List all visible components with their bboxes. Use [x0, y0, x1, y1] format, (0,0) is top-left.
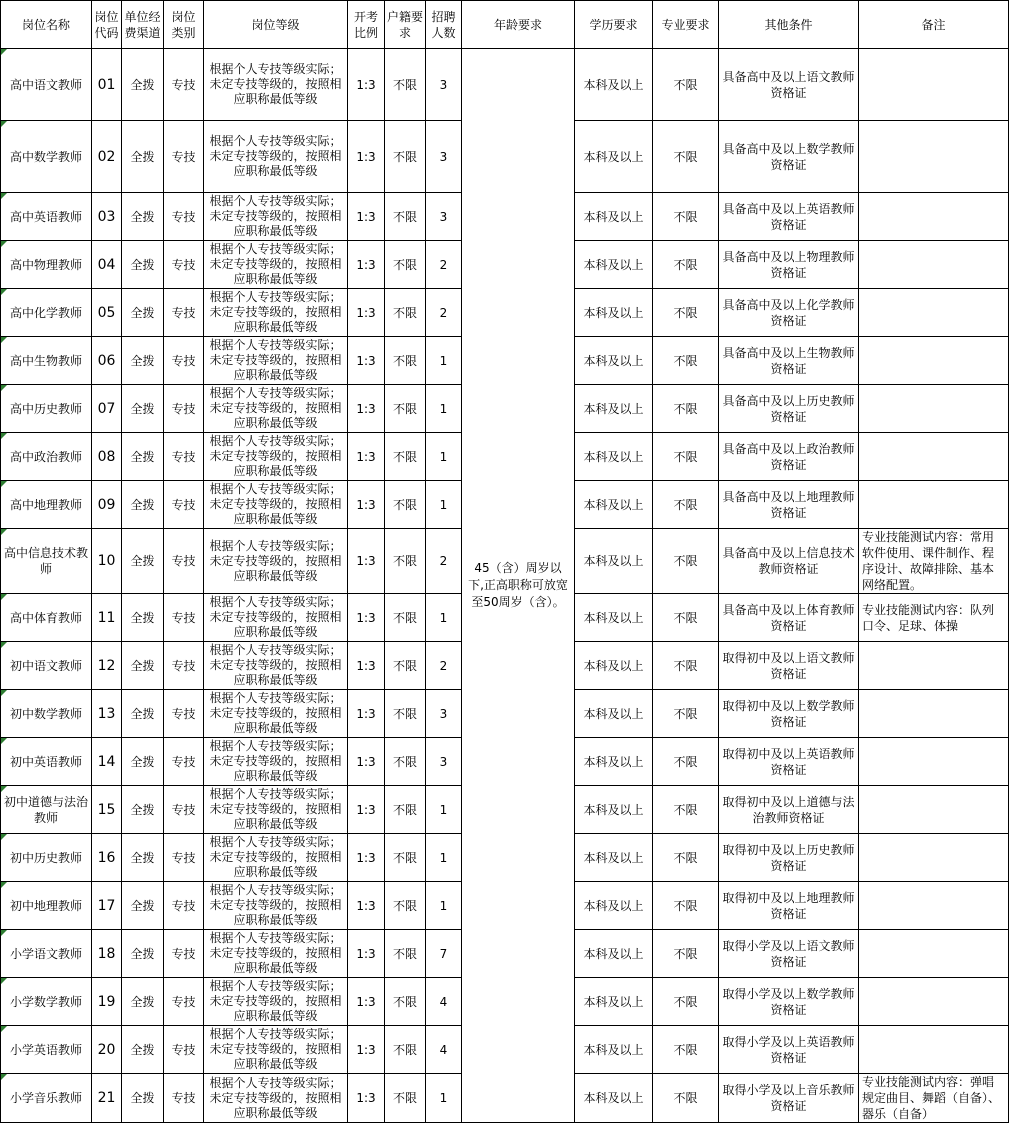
category-cell: 专技 — [164, 786, 204, 834]
remark-cell — [859, 289, 1009, 337]
major-cell: 不限 — [653, 1026, 719, 1074]
ratio-cell: 1:3 — [348, 834, 385, 882]
grade-cell: 根据个人专技等级实际；未定专技等级的，按照相应职称最低等级 — [204, 642, 348, 690]
hukou-cell: 不限 — [385, 1074, 426, 1123]
position-code: 17 — [92, 882, 122, 930]
other-cell: 具备高中及以上英语教师资格证 — [719, 193, 859, 241]
other-cell: 取得初中及以上语文教师资格证 — [719, 642, 859, 690]
major-cell: 不限 — [653, 433, 719, 481]
remark-cell — [859, 930, 1009, 978]
position-code: 04 — [92, 241, 122, 289]
other-cell: 具备高中及以上物理教师资格证 — [719, 241, 859, 289]
position-name: 小学语文教师 — [1, 930, 92, 978]
position-code: 19 — [92, 978, 122, 1026]
count-cell: 1 — [426, 433, 462, 481]
position-name: 高中体育教师 — [1, 594, 92, 642]
category-cell: 专技 — [164, 642, 204, 690]
remark-cell: 专业技能测试内容：常用软件使用、课件制作、程序设计、故障排除、基本网络配置。 — [859, 529, 1009, 594]
ratio-cell: 1:3 — [348, 433, 385, 481]
position-code: 10 — [92, 529, 122, 594]
ratio-cell: 1:3 — [348, 690, 385, 738]
funding-cell: 全拨 — [122, 49, 164, 121]
header-remark: 备注 — [859, 1, 1009, 49]
major-cell: 不限 — [653, 834, 719, 882]
header-grade: 岗位等级 — [204, 1, 348, 49]
position-code: 06 — [92, 337, 122, 385]
header-major: 专业要求 — [653, 1, 719, 49]
header-other: 其他条件 — [719, 1, 859, 49]
age-cell: 45（含）周岁以下,正高职称可放宽至50周岁（含）。 — [462, 49, 575, 1123]
funding-cell: 全拨 — [122, 930, 164, 978]
other-cell: 具备高中及以上语文教师资格证 — [719, 49, 859, 121]
education-cell: 本科及以上 — [575, 385, 653, 433]
funding-cell: 全拨 — [122, 978, 164, 1026]
header-name: 岗位名称 — [1, 1, 92, 49]
count-cell: 2 — [426, 529, 462, 594]
hukou-cell: 不限 — [385, 529, 426, 594]
remark-cell — [859, 834, 1009, 882]
major-cell: 不限 — [653, 882, 719, 930]
position-code: 20 — [92, 1026, 122, 1074]
other-cell: 具备高中及以上体育教师资格证 — [719, 594, 859, 642]
category-cell: 专技 — [164, 1074, 204, 1123]
remark-cell: 专业技能测试内容：队列口令、足球、体操 — [859, 594, 1009, 642]
position-name: 高中物理教师 — [1, 241, 92, 289]
position-name: 初中历史教师 — [1, 834, 92, 882]
position-name: 高中地理教师 — [1, 481, 92, 529]
count-cell: 3 — [426, 738, 462, 786]
remark-cell — [859, 385, 1009, 433]
count-cell: 2 — [426, 241, 462, 289]
category-cell: 专技 — [164, 193, 204, 241]
position-code: 21 — [92, 1074, 122, 1123]
remark-cell — [859, 978, 1009, 1026]
education-cell: 本科及以上 — [575, 241, 653, 289]
count-cell: 3 — [426, 690, 462, 738]
education-cell: 本科及以上 — [575, 337, 653, 385]
header-hukou: 户籍要求 — [385, 1, 426, 49]
header-age: 年龄要求 — [462, 1, 575, 49]
grade-cell: 根据个人专技等级实际；未定专技等级的，按照相应职称最低等级 — [204, 337, 348, 385]
major-cell: 不限 — [653, 978, 719, 1026]
ratio-cell: 1:3 — [348, 385, 385, 433]
grade-cell: 根据个人专技等级实际；未定专技等级的，按照相应职称最低等级 — [204, 241, 348, 289]
grade-cell: 根据个人专技等级实际；未定专技等级的，按照相应职称最低等级 — [204, 690, 348, 738]
education-cell: 本科及以上 — [575, 642, 653, 690]
education-cell: 本科及以上 — [575, 289, 653, 337]
hukou-cell: 不限 — [385, 834, 426, 882]
major-cell: 不限 — [653, 385, 719, 433]
position-name: 高中语文教师 — [1, 49, 92, 121]
ratio-cell: 1:3 — [348, 594, 385, 642]
grade-cell: 根据个人专技等级实际；未定专技等级的，按照相应职称最低等级 — [204, 481, 348, 529]
grade-cell: 根据个人专技等级实际；未定专技等级的，按照相应职称最低等级 — [204, 930, 348, 978]
category-cell: 专技 — [164, 738, 204, 786]
category-cell: 专技 — [164, 594, 204, 642]
count-cell: 1 — [426, 834, 462, 882]
major-cell: 不限 — [653, 529, 719, 594]
remark-cell — [859, 1026, 1009, 1074]
position-code: 14 — [92, 738, 122, 786]
hukou-cell: 不限 — [385, 289, 426, 337]
education-cell: 本科及以上 — [575, 121, 653, 193]
position-code: 05 — [92, 289, 122, 337]
ratio-cell: 1:3 — [348, 193, 385, 241]
remark-cell — [859, 642, 1009, 690]
category-cell: 专技 — [164, 690, 204, 738]
category-cell: 专技 — [164, 337, 204, 385]
education-cell: 本科及以上 — [575, 529, 653, 594]
remark-cell — [859, 882, 1009, 930]
major-cell: 不限 — [653, 594, 719, 642]
education-cell: 本科及以上 — [575, 882, 653, 930]
other-cell: 具备高中及以上数学教师资格证 — [719, 121, 859, 193]
funding-cell: 全拨 — [122, 121, 164, 193]
position-code: 07 — [92, 385, 122, 433]
remark-cell — [859, 690, 1009, 738]
other-cell: 取得初中及以上历史教师资格证 — [719, 834, 859, 882]
category-cell: 专技 — [164, 978, 204, 1026]
grade-cell: 根据个人专技等级实际；未定专技等级的，按照相应职称最低等级 — [204, 385, 348, 433]
header-code: 岗位代码 — [92, 1, 122, 49]
position-name: 初中道德与法治教师 — [1, 786, 92, 834]
major-cell: 不限 — [653, 1074, 719, 1123]
funding-cell: 全拨 — [122, 385, 164, 433]
category-cell: 专技 — [164, 529, 204, 594]
hukou-cell: 不限 — [385, 481, 426, 529]
ratio-cell: 1:3 — [348, 786, 385, 834]
position-code: 13 — [92, 690, 122, 738]
header-funding: 单位经费渠道 — [122, 1, 164, 49]
count-cell: 1 — [426, 1074, 462, 1123]
hukou-cell: 不限 — [385, 690, 426, 738]
major-cell: 不限 — [653, 337, 719, 385]
category-cell: 专技 — [164, 481, 204, 529]
remark-cell — [859, 121, 1009, 193]
count-cell: 1 — [426, 594, 462, 642]
hukou-cell: 不限 — [385, 121, 426, 193]
education-cell: 本科及以上 — [575, 978, 653, 1026]
major-cell: 不限 — [653, 930, 719, 978]
position-code: 03 — [92, 193, 122, 241]
education-cell: 本科及以上 — [575, 1026, 653, 1074]
grade-cell: 根据个人专技等级实际；未定专技等级的，按照相应职称最低等级 — [204, 49, 348, 121]
major-cell: 不限 — [653, 289, 719, 337]
major-cell: 不限 — [653, 121, 719, 193]
position-name: 初中英语教师 — [1, 738, 92, 786]
funding-cell: 全拨 — [122, 882, 164, 930]
count-cell: 1 — [426, 786, 462, 834]
grade-cell: 根据个人专技等级实际；未定专技等级的，按照相应职称最低等级 — [204, 594, 348, 642]
other-cell: 具备高中及以上政治教师资格证 — [719, 433, 859, 481]
ratio-cell: 1:3 — [348, 337, 385, 385]
position-name: 小学数学教师 — [1, 978, 92, 1026]
grade-cell: 根据个人专技等级实际；未定专技等级的，按照相应职称最低等级 — [204, 193, 348, 241]
hukou-cell: 不限 — [385, 1026, 426, 1074]
other-cell: 取得小学及以上语文教师资格证 — [719, 930, 859, 978]
major-cell: 不限 — [653, 193, 719, 241]
funding-cell: 全拨 — [122, 690, 164, 738]
ratio-cell: 1:3 — [348, 529, 385, 594]
grade-cell: 根据个人专技等级实际；未定专技等级的，按照相应职称最低等级 — [204, 529, 348, 594]
count-cell: 1 — [426, 385, 462, 433]
ratio-cell: 1:3 — [348, 121, 385, 193]
funding-cell: 全拨 — [122, 642, 164, 690]
major-cell: 不限 — [653, 481, 719, 529]
position-name: 高中化学教师 — [1, 289, 92, 337]
education-cell: 本科及以上 — [575, 834, 653, 882]
remark-cell — [859, 481, 1009, 529]
funding-cell: 全拨 — [122, 337, 164, 385]
education-cell: 本科及以上 — [575, 690, 653, 738]
position-name: 高中信息技术教师 — [1, 529, 92, 594]
position-name: 高中英语教师 — [1, 193, 92, 241]
table-row — [1, 49, 1009, 121]
hukou-cell: 不限 — [385, 786, 426, 834]
grade-cell: 根据个人专技等级实际；未定专技等级的，按照相应职称最低等级 — [204, 1074, 348, 1123]
other-cell: 具备高中及以上历史教师资格证 — [719, 385, 859, 433]
other-cell: 具备高中及以上化学教师资格证 — [719, 289, 859, 337]
funding-cell: 全拨 — [122, 433, 164, 481]
header-row — [1, 1, 1009, 49]
count-cell: 1 — [426, 337, 462, 385]
funding-cell: 全拨 — [122, 1026, 164, 1074]
grade-cell: 根据个人专技等级实际；未定专技等级的，按照相应职称最低等级 — [204, 738, 348, 786]
position-name: 小学英语教师 — [1, 1026, 92, 1074]
remark-cell — [859, 738, 1009, 786]
ratio-cell: 1:3 — [348, 882, 385, 930]
major-cell: 不限 — [653, 738, 719, 786]
funding-cell: 全拨 — [122, 1074, 164, 1123]
hukou-cell: 不限 — [385, 594, 426, 642]
position-code: 12 — [92, 642, 122, 690]
ratio-cell: 1:3 — [348, 1074, 385, 1123]
hukou-cell: 不限 — [385, 433, 426, 481]
position-code: 15 — [92, 786, 122, 834]
remark-cell — [859, 786, 1009, 834]
education-cell: 本科及以上 — [575, 594, 653, 642]
category-cell: 专技 — [164, 834, 204, 882]
category-cell: 专技 — [164, 1026, 204, 1074]
hukou-cell: 不限 — [385, 241, 426, 289]
count-cell: 3 — [426, 49, 462, 121]
ratio-cell: 1:3 — [348, 642, 385, 690]
remark-cell: 专业技能测试内容：弹唱规定曲目、舞蹈（自备）、器乐（自备） — [859, 1074, 1009, 1123]
other-cell: 取得初中及以上地理教师资格证 — [719, 882, 859, 930]
header-category: 岗位类别 — [164, 1, 204, 49]
count-cell: 2 — [426, 642, 462, 690]
position-code: 09 — [92, 481, 122, 529]
other-cell: 具备高中及以上生物教师资格证 — [719, 337, 859, 385]
position-name: 初中数学教师 — [1, 690, 92, 738]
other-cell: 取得小学及以上数学教师资格证 — [719, 978, 859, 1026]
ratio-cell: 1:3 — [348, 481, 385, 529]
hukou-cell: 不限 — [385, 193, 426, 241]
position-code: 08 — [92, 433, 122, 481]
ratio-cell: 1:3 — [348, 49, 385, 121]
major-cell: 不限 — [653, 241, 719, 289]
position-name: 初中地理教师 — [1, 882, 92, 930]
hukou-cell: 不限 — [385, 337, 426, 385]
remark-cell — [859, 241, 1009, 289]
position-name: 小学音乐教师 — [1, 1074, 92, 1123]
header-ratio: 开考比例 — [348, 1, 385, 49]
funding-cell: 全拨 — [122, 529, 164, 594]
grade-cell: 根据个人专技等级实际；未定专技等级的，按照相应职称最低等级 — [204, 121, 348, 193]
major-cell: 不限 — [653, 642, 719, 690]
position-name: 高中历史教师 — [1, 385, 92, 433]
other-cell: 具备高中及以上地理教师资格证 — [719, 481, 859, 529]
major-cell: 不限 — [653, 690, 719, 738]
funding-cell: 全拨 — [122, 786, 164, 834]
education-cell: 本科及以上 — [575, 1074, 653, 1123]
other-cell: 取得小学及以上音乐教师资格证 — [719, 1074, 859, 1123]
other-cell: 取得初中及以上数学教师资格证 — [719, 690, 859, 738]
position-code: 02 — [92, 121, 122, 193]
other-cell: 取得初中及以上道德与法治教师资格证 — [719, 786, 859, 834]
position-name: 高中政治教师 — [1, 433, 92, 481]
count-cell: 7 — [426, 930, 462, 978]
hukou-cell: 不限 — [385, 882, 426, 930]
grade-cell: 根据个人专技等级实际；未定专技等级的，按照相应职称最低等级 — [204, 978, 348, 1026]
remark-cell — [859, 337, 1009, 385]
ratio-cell: 1:3 — [348, 241, 385, 289]
grade-cell: 根据个人专技等级实际；未定专技等级的，按照相应职称最低等级 — [204, 1026, 348, 1074]
major-cell: 不限 — [653, 49, 719, 121]
position-name: 初中语文教师 — [1, 642, 92, 690]
category-cell: 专技 — [164, 385, 204, 433]
education-cell: 本科及以上 — [575, 786, 653, 834]
other-cell: 取得初中及以上英语教师资格证 — [719, 738, 859, 786]
position-code: 18 — [92, 930, 122, 978]
remark-cell — [859, 49, 1009, 121]
funding-cell: 全拨 — [122, 594, 164, 642]
grade-cell: 根据个人专技等级实际；未定专技等级的，按照相应职称最低等级 — [204, 834, 348, 882]
hukou-cell: 不限 — [385, 642, 426, 690]
header-education: 学历要求 — [575, 1, 653, 49]
position-code: 16 — [92, 834, 122, 882]
hukou-cell: 不限 — [385, 49, 426, 121]
grade-cell: 根据个人专技等级实际；未定专技等级的，按照相应职称最低等级 — [204, 882, 348, 930]
education-cell: 本科及以上 — [575, 193, 653, 241]
position-code: 11 — [92, 594, 122, 642]
funding-cell: 全拨 — [122, 193, 164, 241]
major-cell: 不限 — [653, 786, 719, 834]
other-cell: 具备高中及以上信息技术教师资格证 — [719, 529, 859, 594]
position-name: 高中数学教师 — [1, 121, 92, 193]
education-cell: 本科及以上 — [575, 738, 653, 786]
ratio-cell: 1:3 — [348, 930, 385, 978]
ratio-cell: 1:3 — [348, 978, 385, 1026]
education-cell: 本科及以上 — [575, 930, 653, 978]
hukou-cell: 不限 — [385, 385, 426, 433]
category-cell: 专技 — [164, 930, 204, 978]
count-cell: 2 — [426, 289, 462, 337]
funding-cell: 全拨 — [122, 481, 164, 529]
category-cell: 专技 — [164, 49, 204, 121]
count-cell: 1 — [426, 882, 462, 930]
education-cell: 本科及以上 — [575, 481, 653, 529]
count-cell: 4 — [426, 1026, 462, 1074]
count-cell: 4 — [426, 978, 462, 1026]
funding-cell: 全拨 — [122, 834, 164, 882]
category-cell: 专技 — [164, 882, 204, 930]
grade-cell: 根据个人专技等级实际；未定专技等级的，按照相应职称最低等级 — [204, 433, 348, 481]
other-cell: 取得小学及以上英语教师资格证 — [719, 1026, 859, 1074]
ratio-cell: 1:3 — [348, 738, 385, 786]
funding-cell: 全拨 — [122, 289, 164, 337]
category-cell: 专技 — [164, 121, 204, 193]
header-count: 招聘人数 — [426, 1, 462, 49]
funding-cell: 全拨 — [122, 241, 164, 289]
count-cell: 1 — [426, 481, 462, 529]
position-name: 高中生物教师 — [1, 337, 92, 385]
remark-cell — [859, 193, 1009, 241]
category-cell: 专技 — [164, 433, 204, 481]
hukou-cell: 不限 — [385, 738, 426, 786]
category-cell: 专技 — [164, 241, 204, 289]
ratio-cell: 1:3 — [348, 1026, 385, 1074]
funding-cell: 全拨 — [122, 738, 164, 786]
grade-cell: 根据个人专技等级实际；未定专技等级的，按照相应职称最低等级 — [204, 786, 348, 834]
education-cell: 本科及以上 — [575, 49, 653, 121]
ratio-cell: 1:3 — [348, 289, 385, 337]
category-cell: 专技 — [164, 289, 204, 337]
hukou-cell: 不限 — [385, 930, 426, 978]
count-cell: 3 — [426, 193, 462, 241]
count-cell: 3 — [426, 121, 462, 193]
education-cell: 本科及以上 — [575, 433, 653, 481]
remark-cell — [859, 433, 1009, 481]
grade-cell: 根据个人专技等级实际；未定专技等级的，按照相应职称最低等级 — [204, 289, 348, 337]
hukou-cell: 不限 — [385, 978, 426, 1026]
position-code: 01 — [92, 49, 122, 121]
